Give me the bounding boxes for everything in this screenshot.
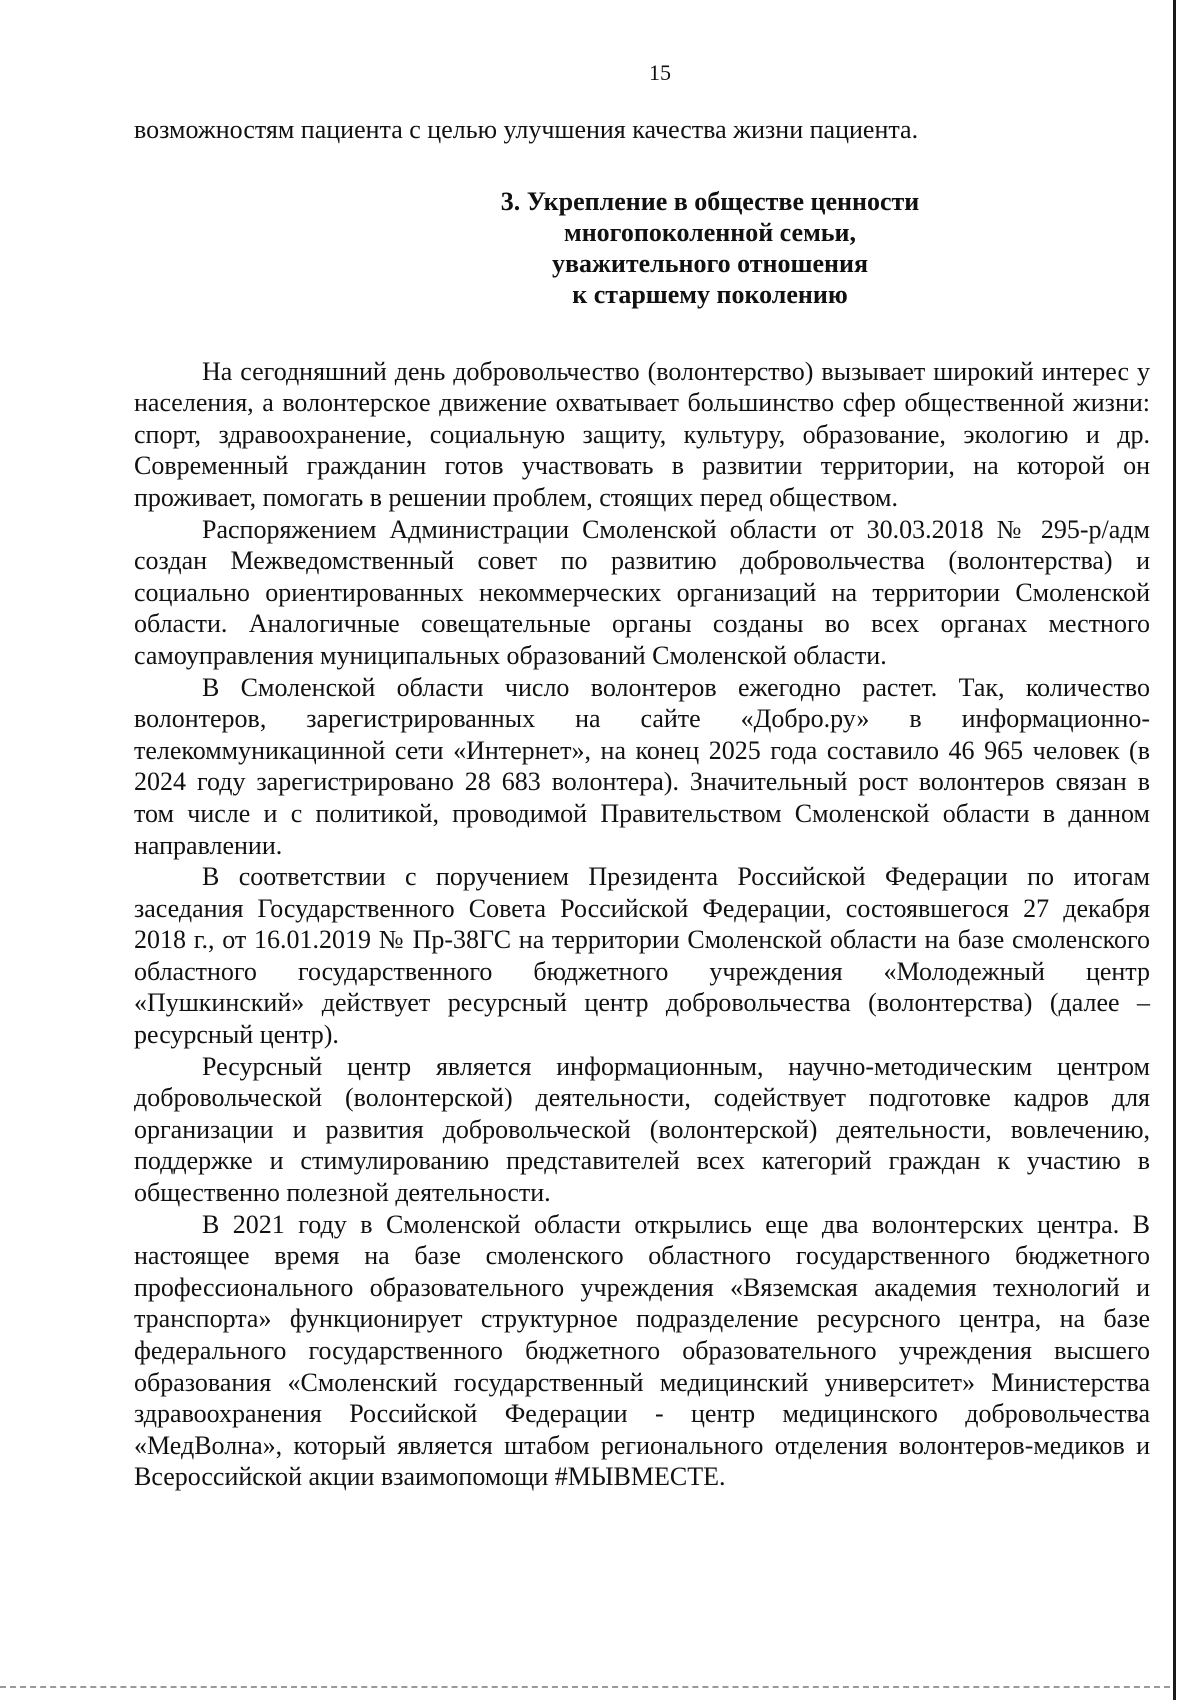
- section-heading-line-4: к старшему поколению: [572, 279, 848, 309]
- scan-bottom-dashes: [0, 1686, 1170, 1688]
- page-number: 15: [649, 60, 671, 85]
- section-heading-line-3: уважительного отношения: [551, 248, 869, 278]
- lead-paragraph: возможностям пациента с целью улучшения качества жизни пациента.: [134, 115, 919, 144]
- paragraph-resource-center-founding: В соответствии с поручением Президента Российской Федерации по итогам заседания Государственного Совета Российской Федерации, состоявшегося 27 декабря 2018 г., от 16.01.2019 № Пр-38ГС на территории Смоленской области на базе смоленского областного государственного бюджетного учреждения «Молодежный центр «Пушкинский» действует ресурсный центр добровольчества (волонтерства) (далее – ресурсный центр).: [134, 862, 1150, 1050]
- paragraph-volunteer-growth: В Смоленской области число волонтеров ежегодно растет. Так, количество волонтеров, зарегистрированных на сайте «Добро.ру» в информационно-телекоммуникацинной сети «Интернет», на конец 2025 года составило 46 965 человек (в 2024 году зарегистрировано 28 683 волонтера). Значительный рост волонтеров связан в том числе и с политикой, проводимой Правительством Смоленской области в данном направлении.: [134, 672, 1150, 860]
- scan-edge-line: [1173, 0, 1176, 1700]
- paragraph-resource-center-role: Ресурсный центр является информационным, научно-методическим центром добровольческой (волонтерской) деятельности, содействует подготовке кадров для организации и развития добровольческой (волонтерской) деятельности, вовлечению, поддержке и стимулированию представителей всех категорий граждан к участию в общественно полезной деятельности.: [134, 1051, 1150, 1208]
- paragraph-new-centers-2021: В 2021 году в Смоленской области открылись еще два волонтерских центра. В настоящее время на базе смоленского областного государственного бюджетного профессионального образовательного учреждения «Вяземская академия технологий и транспорта» функционирует структурное подразделение ресурсного центра, на базе федерального государственного бюджетного образовательного учреждения высшего образования «Смоленский государственный медицинский университет» Министерства здравоохранения Российской Федерации - центр медицинского добровольчества «МедВолна», который является штабом регионального отделения волонтеров-медиков и Всероссийской акции взаимопомощи #МЫВМЕСТЕ.: [134, 1209, 1150, 1492]
- section-heading-line-2: многопоколенной семьи,: [563, 217, 857, 247]
- section-heading-line-1: 3. Укрепление в обществе ценности: [500, 186, 920, 216]
- paragraph-volunteering-interest: На сегодняшний день добровольчество (волонтерство) вызывает широкий интерес у населения, а волонтерское движение охватывает большинство сфер общественной жизни: спорт, здравоохранение, социальную защиту, культуру, образование, экологию и др. Современный гражданин готов участвовать в развитии территории, на которой он проживает, помогать в решении проблем, стоящих перед обществом.: [134, 356, 1150, 512]
- section-heading: [134, 186, 1150, 310]
- paragraph-interdepartmental-council: Распоряжением Администрации Смоленской области от 30.03.2018 № 295-р/адм создан Межведомственный совет по развитию добровольчества (волонтерства) и социально ориентированных некоммерческих организаций на территории Смоленской области. Аналогичные совещательные органы созданы во всех органах местного самоуправления муниципальных образований Смоленской области.: [134, 514, 1150, 670]
- document-body: [134, 114, 1150, 1493]
